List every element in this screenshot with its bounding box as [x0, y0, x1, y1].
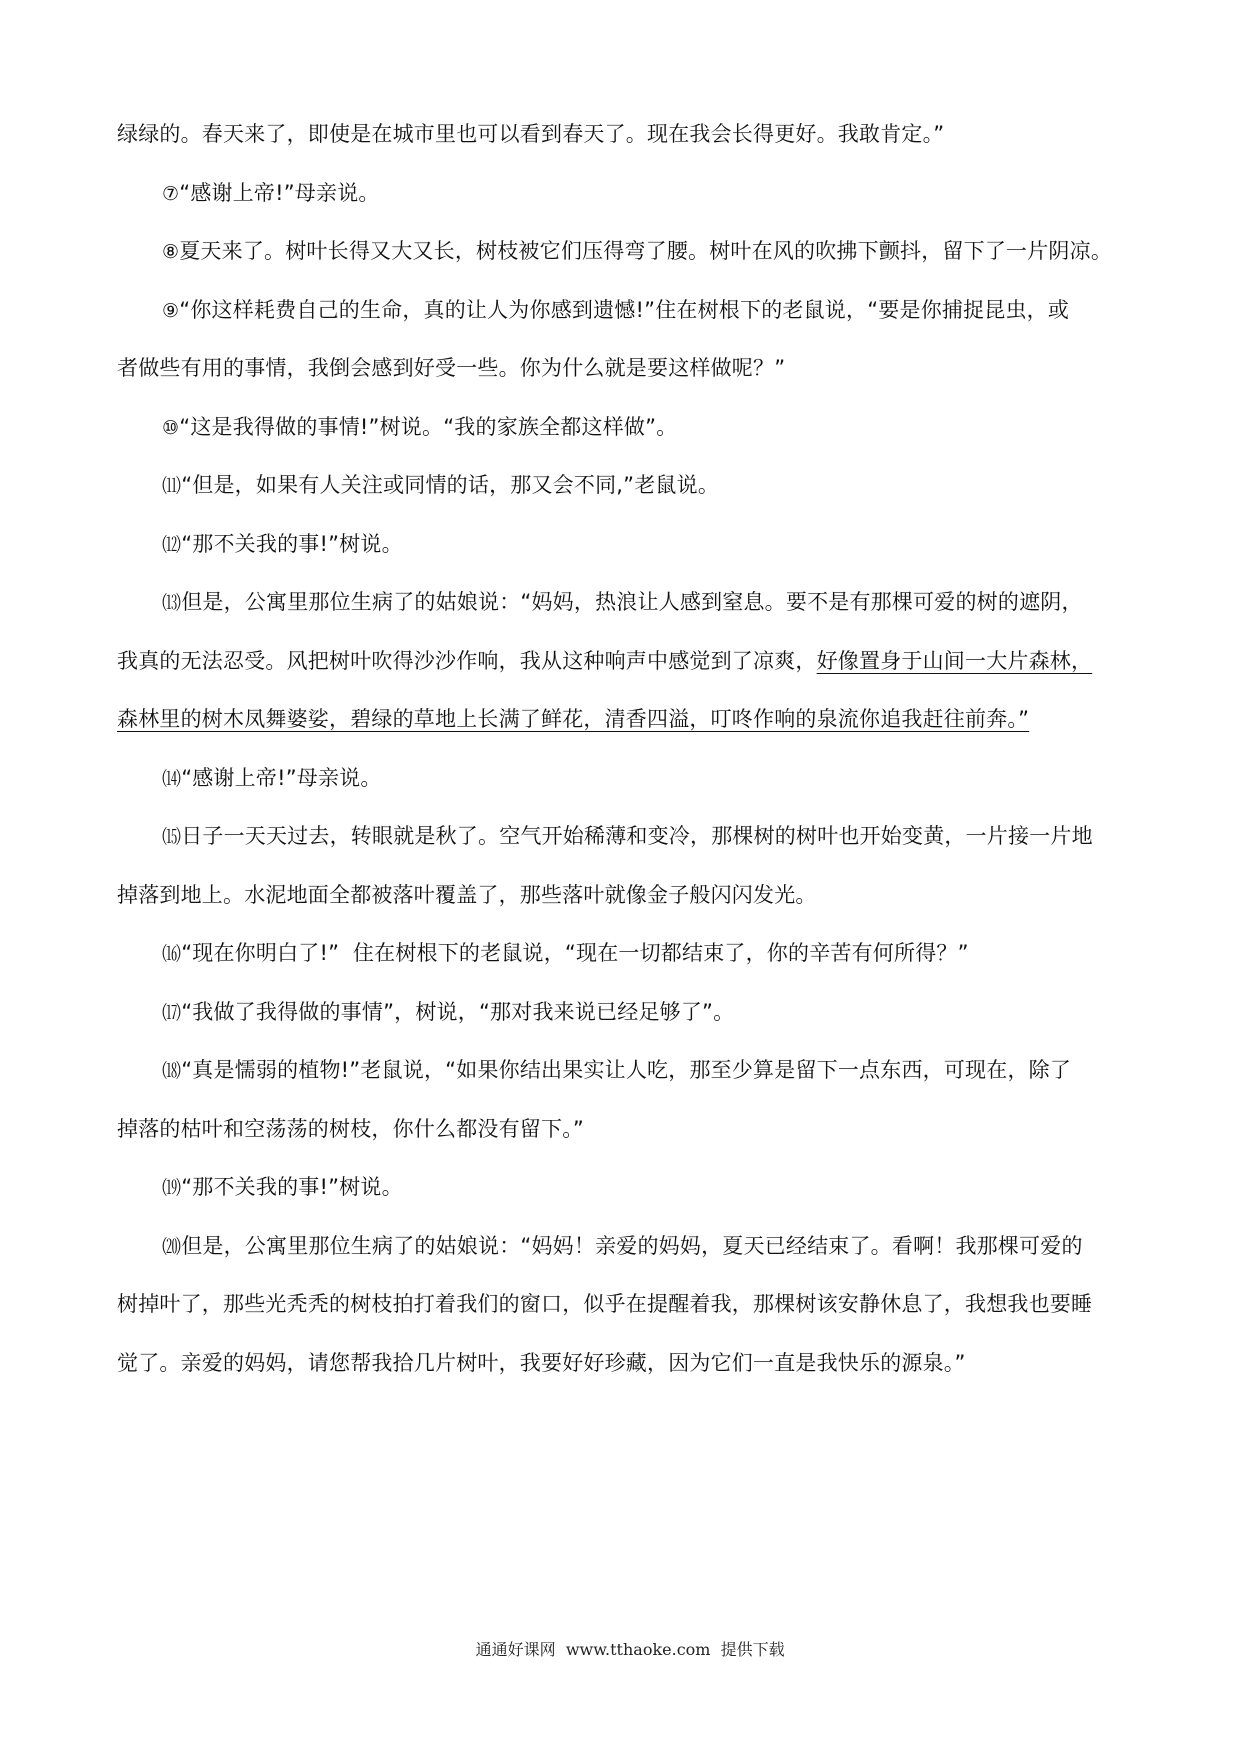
paragraph-number: ⑾ [162, 475, 182, 497]
line-text: “现在你明白了!” 住在树根下的老鼠说，“现在一切都结束了，你的辛苦有何所得？” [181, 941, 969, 965]
line-text: “那不关我的事!”树说。 [181, 1175, 403, 1199]
paragraph-line [162, 294, 1127, 327]
paragraph-line [117, 118, 1127, 150]
paragraph-line [162, 528, 1127, 561]
paragraph-line [162, 1054, 1127, 1087]
line-text: 但是，公寓里那位生病了的姑娘说：“妈妈，热浪让人感到窒息。要不是有那棵可爱的树的遮阴， [181, 590, 1083, 614]
paragraph-line [162, 177, 1127, 210]
paragraph-number: ⑦ [162, 183, 180, 205]
paragraph-line [117, 879, 1127, 911]
paragraph-number: ⒇ [162, 1236, 182, 1258]
line-text: “真是懦弱的植物!”老鼠说，“如果你结出果实让人吃，那至少算是留下一点东西，可现在，除了 [181, 1058, 1072, 1082]
line-text: “那不关我的事!”树说。 [181, 532, 403, 556]
line-text: 日子一天天过去，转眼就是秋了。空气开始稀薄和变冷，那棵树的树叶也开始变黄，一片接一片地 [181, 824, 1093, 848]
line-text: “这是我得做的事情!”树说。“我的家族全都这样做”。 [179, 415, 678, 439]
paragraph-line [117, 645, 1127, 677]
line-text: “你这样耗费自己的生命，真的让人为你感到遗憾!”住在树根下的老鼠说，“要是你捕捉昆虫，或 [179, 298, 1070, 322]
line-text: 但是，公寓里那位生病了的姑娘说：“妈妈！亲爱的妈妈，夏天已经结束了。看啊！我那棵可爱的 [181, 1234, 1083, 1258]
paragraph-line [162, 937, 1127, 970]
paragraph-line [162, 762, 1127, 795]
paragraph-number: ⒅ [162, 1060, 182, 1082]
line-text: “但是，如果有人关注或同情的话，那又会不同,”老鼠说。 [181, 473, 720, 497]
paragraph-line [162, 411, 1127, 444]
paragraph-number: ⒂ [162, 826, 182, 848]
line-text: “感谢上帝!”母亲说。 [179, 181, 380, 205]
paragraph-number: ⒁ [162, 768, 182, 790]
paragraph-number: ⑩ [162, 417, 180, 439]
line-text: “感谢上帝!”母亲说。 [181, 766, 382, 790]
paragraph-number: ⒃ [162, 943, 182, 965]
paragraph-number: ⒆ [162, 1177, 182, 1199]
line-text: 绿绿的。春天来了，即使是在城市里也可以看到春天了。现在我会长得更好。我敢肯定。” [117, 122, 945, 146]
paragraph-line [117, 1288, 1127, 1320]
paragraph-line [117, 1347, 1127, 1379]
paragraph-line [117, 1113, 1127, 1145]
line-text: “我做了我得做的事情”，树说，“那对我来说已经足够了”。 [181, 1000, 735, 1024]
line-text: 掉落的枯叶和空荡荡的树枝，你什么都没有留下。” [117, 1117, 584, 1141]
paragraph-line [162, 235, 1127, 268]
paragraph-line [162, 1171, 1127, 1204]
paragraph-number: ⑨ [162, 300, 180, 322]
paragraph-line [162, 469, 1127, 502]
paragraph-line [162, 1230, 1127, 1263]
footer-text: 通通好课网 www.tthaoke.com 提供下载 [475, 1640, 785, 1659]
page-footer [0, 1618, 1240, 1679]
paragraph-line [162, 586, 1127, 619]
paragraph-line [162, 820, 1127, 853]
line-text: 我真的无法忍受。风把树叶吹得沙沙作响，我从这种响声中感觉到了凉爽， [117, 649, 817, 673]
underlined-text: 好像置身于山间一大片森林， [816, 649, 1093, 673]
paragraph-line [117, 703, 1127, 735]
paragraph-number: ⒀ [162, 592, 182, 614]
paragraph-line [117, 352, 1127, 384]
paragraph-number: ⑿ [162, 534, 182, 556]
paragraph-number: ⒄ [162, 1002, 182, 1024]
line-text: 掉落到地上。水泥地面全都被落叶覆盖了，那些落叶就像金子般闪闪发光。 [117, 883, 817, 907]
paragraph-line [162, 996, 1127, 1029]
paragraph-number: ⑧ [162, 241, 180, 263]
line-text: 觉了。亲爱的妈妈，请您帮我拾几片树叶，我要好好珍藏，因为它们一直是我快乐的源泉。” [117, 1351, 966, 1375]
line-text: 树掉叶了，那些光秃秃的树枝拍打着我们的窗口，似乎在提醒着我，那棵树该安静休息了，我想我也要睡 [117, 1292, 1093, 1316]
line-text: 夏天来了。树叶长得又大又长，树枝被它们压得弯了腰。树叶在风的吹拂下颤抖，留下了一片阴凉。 [179, 239, 1113, 263]
line-text: 者做些有用的事情，我倒会感到好受一些。你为什么就是要这样做呢？” [117, 356, 786, 380]
underlined-text: 森林里的树木凤舞婆娑，碧绿的草地上长满了鲜花，清香四溢，叮咚作响的泉流你追我赶往前奔。” [117, 707, 1030, 731]
